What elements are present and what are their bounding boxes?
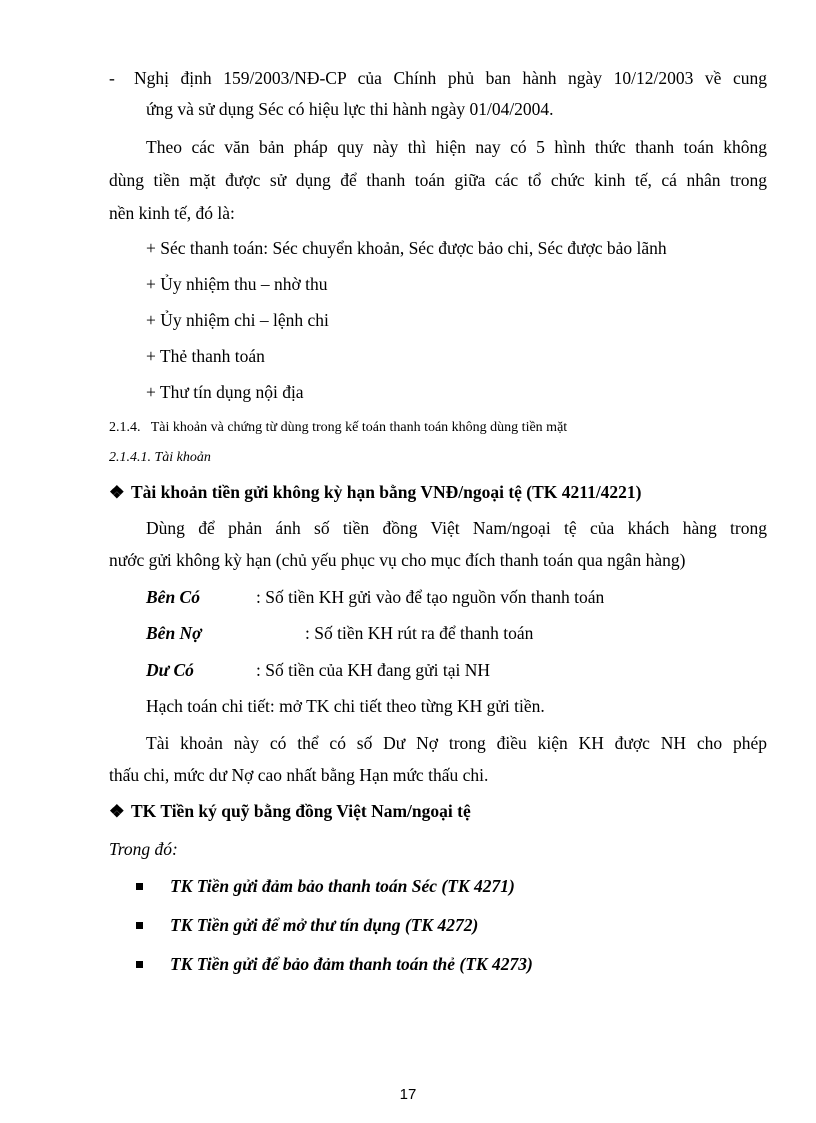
- decree-line-2: ứng và sử dụng Séc có hiệu lực thi hành ngày 01/04/2004.: [146, 99, 554, 119]
- list-item-text: TK Tiền gửi đảm bảo thanh toán Séc (TK 4271): [170, 876, 515, 896]
- square-bullet-icon: [136, 922, 143, 929]
- form-item: + Thẻ thanh toán: [146, 346, 265, 366]
- diamond-bullet-icon: ❖: [109, 801, 125, 821]
- list-item-text: TK Tiền gửi để bảo đảm thanh toán thẻ (TK 4273): [170, 954, 533, 974]
- account2-intro: Trong đó:: [109, 839, 178, 859]
- account1-detail: Hạch toán chi tiết: mở TK chi tiết theo từng KH gửi tiền.: [146, 696, 545, 716]
- account1-overdraft-line-1: Tài khoản này có thể có số Dư Nợ trong điều kiện KH được NH cho phép: [146, 733, 767, 753]
- list-item-text: TK Tiền gửi để mở thư tín dụng (TK 4272): [170, 915, 479, 935]
- intro-line-3: nền kinh tế, đó là:: [109, 203, 235, 223]
- square-bullet-icon: [136, 883, 143, 890]
- section-heading: 2.1.4. Tài khoản và chứng từ dùng trong kế toán thanh toán không dùng tiền mặt: [109, 420, 568, 435]
- account1-overdraft-line-2: thấu chi, mức dư Nợ cao nhất bằng Hạn mức thấu chi.: [109, 765, 489, 785]
- form-item: + Ủy nhiệm chi – lệnh chi: [146, 310, 329, 330]
- row-text-ben-co: : Số tiền KH gửi vào để tạo nguồn vốn thanh toán: [256, 587, 605, 607]
- row-label-ben-co: Bên Có: [146, 587, 200, 607]
- decree-dash: -: [109, 68, 115, 88]
- form-item: + Ủy nhiệm thu – nhờ thu: [146, 274, 328, 294]
- decree-line-1: Nghị định 159/2003/NĐ-CP của Chính phủ ban hành ngày 10/12/2003 về cung: [134, 68, 767, 88]
- form-item: + Thư tín dụng nội địa: [146, 382, 304, 402]
- account1-heading: [109, 481, 642, 503]
- row-text-ben-no: : Số tiền KH rút ra để thanh toán: [305, 623, 534, 643]
- row-label-ben-no: Bên Nợ: [146, 623, 202, 643]
- intro-line-2: dùng tiền mặt được sử dụng để thanh toán giữa các tổ chức kinh tế, cá nhân trong: [109, 170, 767, 190]
- account1-desc-line-1: Dùng để phản ánh số tiền đồng Việt Nam/ngoại tệ của khách hàng trong: [146, 518, 767, 538]
- intro-line-1: Theo các văn bản pháp quy này thì hiện nay có 5 hình thức thanh toán không: [146, 137, 767, 157]
- page-number: 17: [399, 1086, 417, 1103]
- row-label-du-co: Dư Có: [146, 660, 194, 680]
- row-text-du-co: : Số tiền của KH đang gửi tại NH: [256, 660, 491, 680]
- account2-heading: [109, 800, 471, 822]
- account1-title: Tài khoản tiền gửi không kỳ hạn bằng VNĐ/ngoại tệ (TK 4211/4221): [131, 482, 642, 502]
- square-bullet-icon: [136, 961, 143, 968]
- account1-desc-line-2: nước gửi không kỳ hạn (chủ yếu phục vụ cho mục đích thanh toán qua ngân hàng): [109, 550, 686, 570]
- diamond-bullet-icon: ❖: [109, 482, 125, 502]
- form-item: + Séc thanh toán: Séc chuyển khoản, Séc được bảo chi, Séc được bảo lãnh: [146, 238, 667, 258]
- account2-title: TK Tiền ký quỹ bằng đồng Việt Nam/ngoại tệ: [131, 801, 471, 821]
- section-subheading: 2.1.4.1. Tài khoản: [109, 450, 211, 465]
